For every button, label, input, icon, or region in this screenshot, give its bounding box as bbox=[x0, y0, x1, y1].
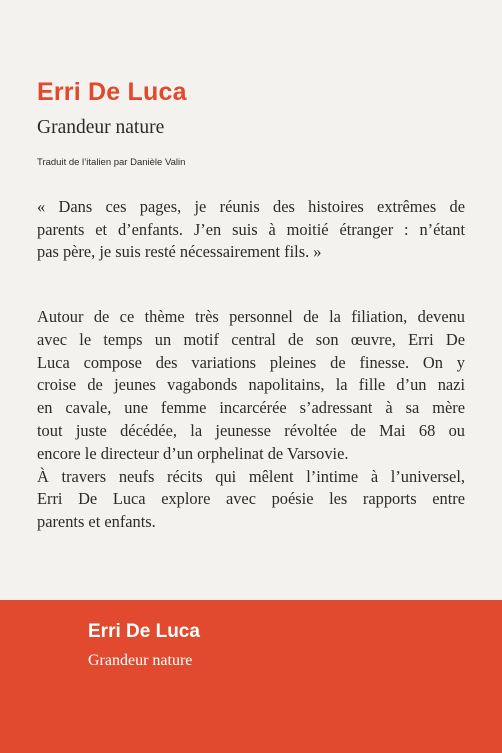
author-name: Erri De Luca bbox=[37, 78, 187, 106]
quote-line: pas père, je suis resté nécessairement fils. » bbox=[37, 242, 322, 261]
blurb bbox=[37, 306, 465, 534]
blurb-line: parents et enfants. bbox=[37, 512, 156, 532]
blurb-line: avec le temps un motif central de son œuvre, Erri De bbox=[37, 329, 465, 349]
band-book-title: Grandeur nature bbox=[88, 652, 193, 669]
blurb-line: en cavale, une femme incarcérée s’adressant à sa mère bbox=[37, 398, 465, 418]
blurb-line: Luca compose des variations pleines de finesse. On y bbox=[37, 352, 465, 372]
translator-credit: Traduit de l’italien par Danièle Valin bbox=[37, 157, 186, 168]
blurb-paragraph-1 bbox=[37, 306, 465, 466]
blurb-line: Autour de ce thème très personnel de la filiation, devenu bbox=[37, 307, 465, 326]
bottom-band bbox=[0, 600, 502, 753]
blurb-paragraph-2 bbox=[37, 466, 465, 534]
blurb-line: croise de jeunes vagabonds napolitains, la fille d’un nazi bbox=[37, 375, 465, 395]
quote-line: parents et d’enfants. J’en suis à moitié étranger : n’étant bbox=[37, 219, 465, 239]
author-quote bbox=[37, 196, 465, 264]
book-title: Grandeur nature bbox=[37, 117, 165, 138]
blurb-line: encore le directeur d’un orphelinat de Varsovie. bbox=[37, 443, 349, 463]
quote-line: « Dans ces pages, je réunis des histoires extrêmes de bbox=[37, 197, 465, 216]
blurb-line: tout juste décédée, la jeunesse révoltée de Mai 68 ou bbox=[37, 420, 465, 440]
band-author-name: Erri De Luca bbox=[88, 621, 200, 642]
blurb-line: Erri De Luca explore avec poésie les rapports entre bbox=[37, 489, 465, 509]
blurb-line: À travers neufs récits qui mêlent l’intime à l’universel, bbox=[37, 466, 465, 486]
